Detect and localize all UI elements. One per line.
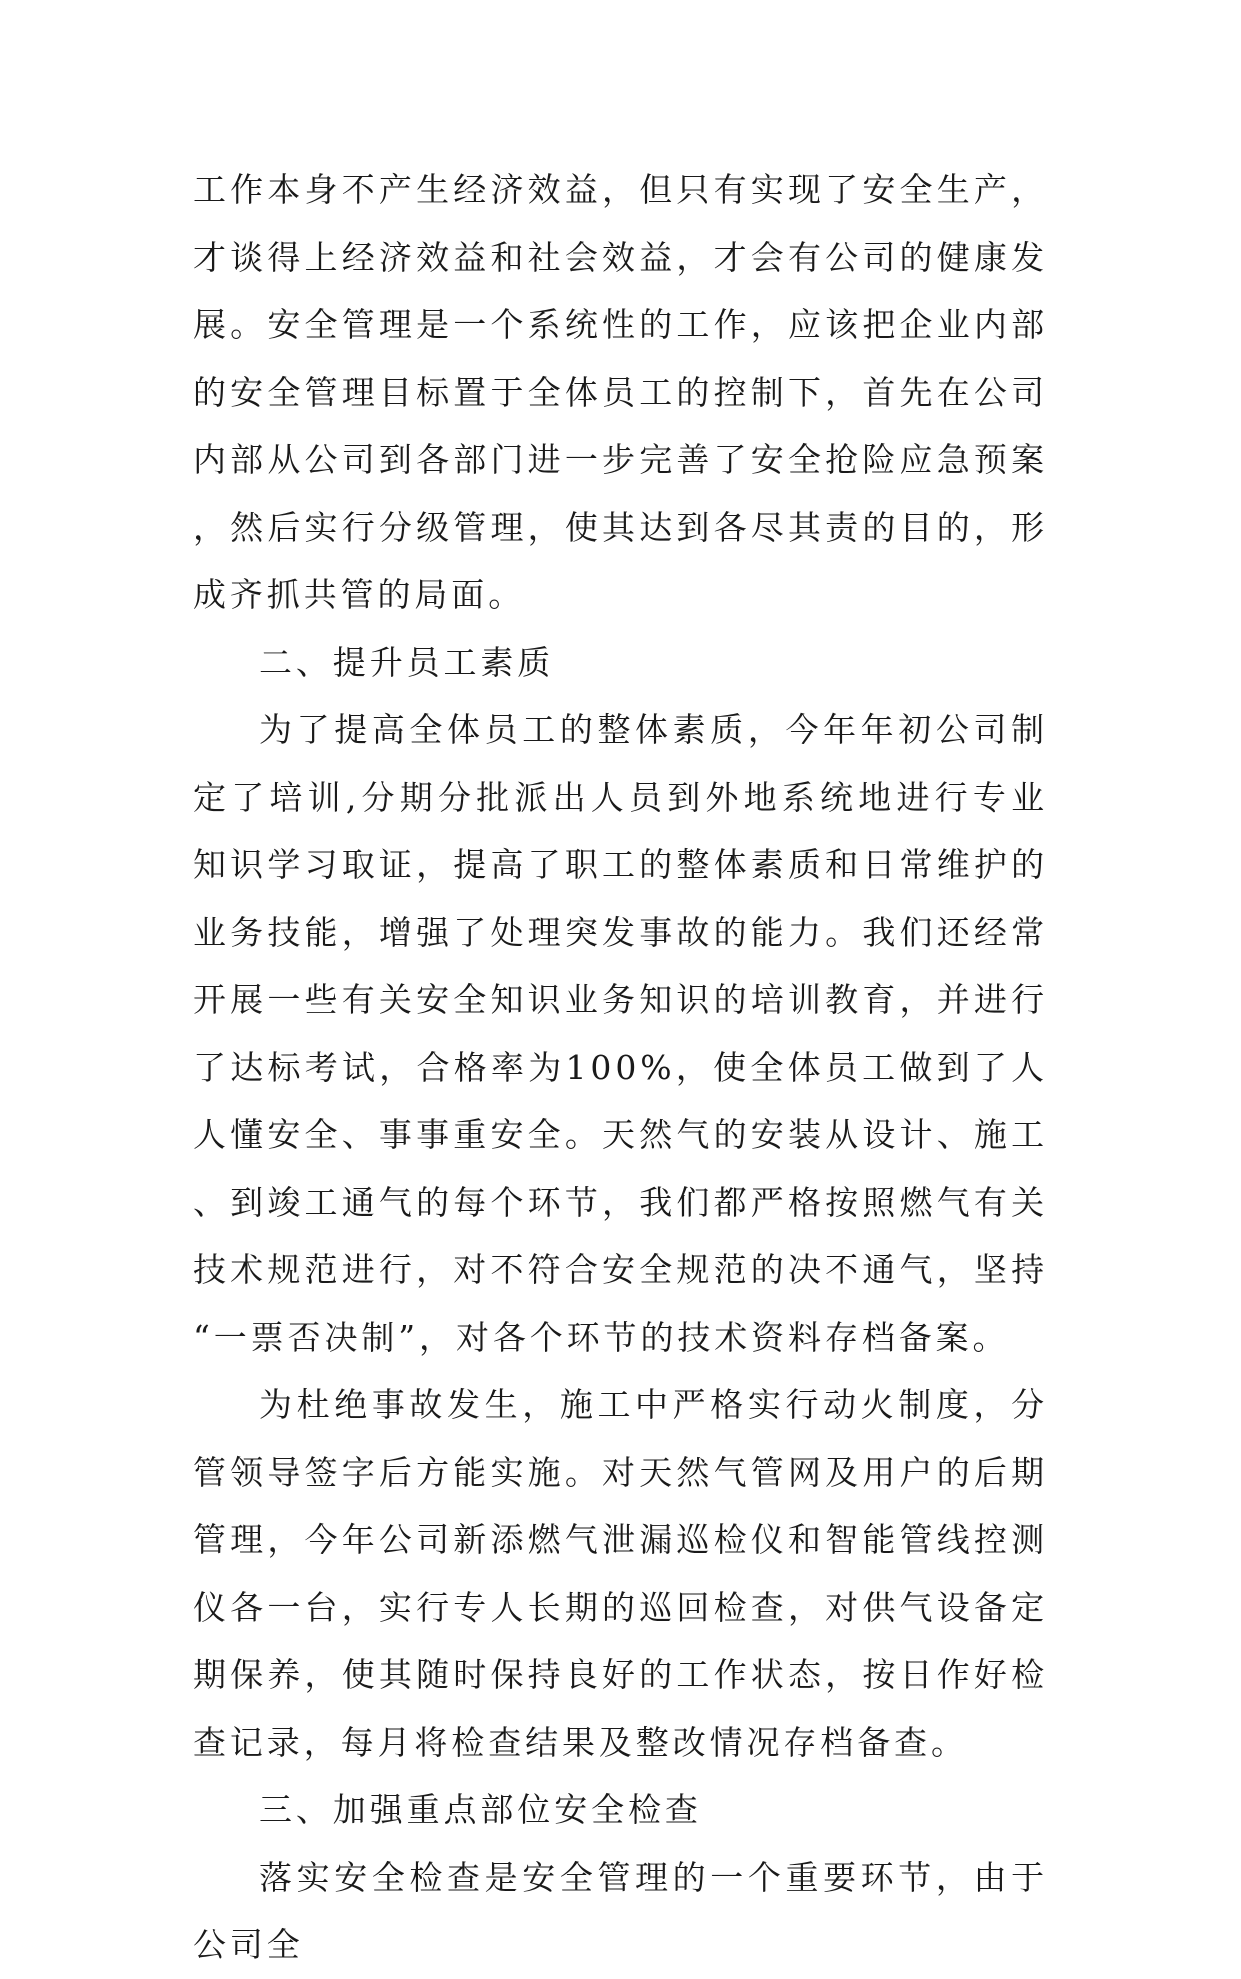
section-heading-safety-inspection: 三、加强重点部位安全检查 <box>259 1790 702 1829</box>
paragraph-staff-training: 为了提高全体员工的整体素质，今年年初公司制定了培训,分期分批派出人员到外地系统地进行专业知识学习取证，提高了职工的整体素质和日常维护的业务技能，增强了处理突发事故的能力。我们还经常开展一些有关安全知识业务知识的培训教育，并进行了达标考试，合格率为100%，使全体员工做到了人人懂安全、事事重安全。天然气的安装从设计、施工、到竣工通气的每个环节，我们都严格按照燃气有关技术规范进行，对不符合安全规范的决不通气，坚持“一票否决制”，对各个环节的技术资料存档备案。 <box>193 710 1048 1357</box>
paragraph-safety-management: 工作本身不产生经济效益，但只有实现了安全生产，才谈得上经济效益和社会效益，才会有公司的健康发展。安全管理是一个系统性的工作，应该把企业内部的安全管理目标置于全体员工的控制下，首先在公司内部从公司到各部门进一步完善了安全抢险应急预案，然后实行分级管理，使其达到各尽其责的目的，形成齐抓共管的局面。 <box>193 170 1048 614</box>
document-body <box>193 156 1048 1979</box>
paragraph-accident-prevention: 为杜绝事故发生，施工中严格实行动火制度，分管领导签字后方能实施。对天然气管网及用户的后期管理，今年公司新添燃气泄漏巡检仪和智能管线控测仪各一台，实行专人长期的巡回检查，对供气设备定期保养，使其随时保持良好的工作状态，按日作好检查记录，每月将检查结果及整改情况存档备查。 <box>193 1385 1048 1762</box>
section-heading-staff-quality: 二、提升员工素质 <box>259 642 555 682</box>
paragraph-safety-inspection: 落实安全检查是安全管理的一个重要环节，由于公司全 <box>193 1857 1048 1964</box>
